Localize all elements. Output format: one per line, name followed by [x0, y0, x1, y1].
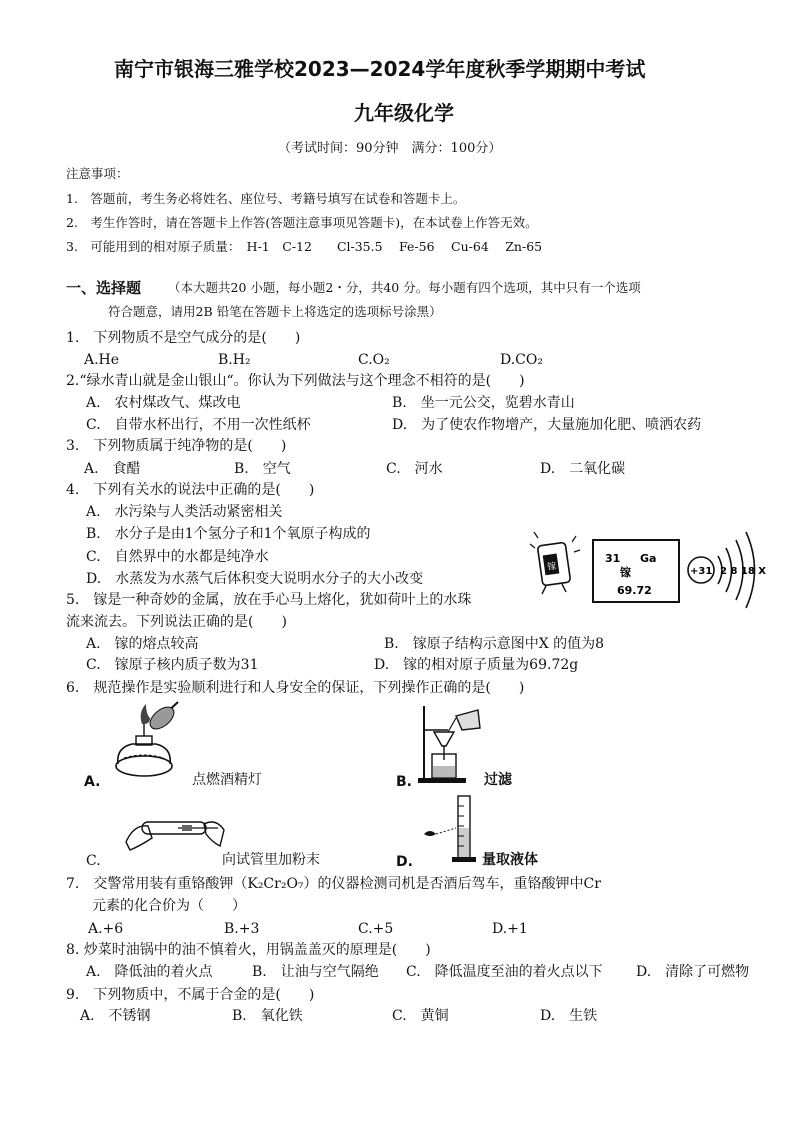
- q1-option-b: B.H₂: [218, 352, 251, 368]
- q1-option-a: A.He: [84, 352, 120, 368]
- q8-option-d: D. 清除了可燃物: [636, 964, 750, 980]
- q9-option-a: A. 不锈钢: [80, 1008, 151, 1024]
- q2-option-a: A. 农村煤改气、煤改电: [86, 395, 241, 411]
- q4-option-d: D. 水蒸发为水蒸气后体积变大说明水分子的大小改变: [86, 571, 424, 587]
- q6-option-c-caption: 向试管里加粉末: [222, 852, 320, 868]
- section-label: 一、选择题: [66, 279, 142, 297]
- q6-option-b-caption: 过滤: [484, 772, 512, 788]
- exam-info: （考试时间：90分钟 满分：100分）: [278, 141, 502, 156]
- note-item-2: 2. 考生作答时，请在答题卡上作答(答题注意事项见答题卡)，在本试卷上作答无效。: [66, 215, 538, 230]
- q8-option-a: A. 降低油的着火点: [86, 964, 213, 980]
- q4-option-c: C. 自然界中的水都是纯净水: [86, 549, 269, 565]
- gallium-nucleus: +31: [690, 566, 713, 577]
- q8-stem: 8. 炒菜时油锅中的油不慎着火，用锅盖盖灭的原理是( ): [66, 942, 431, 958]
- q1-option-c: C.O₂: [358, 352, 390, 368]
- q6-option-d-caption: 量取液体: [482, 852, 538, 868]
- q7-stem-1: 7. 交警常用装有重铬酸钾（K₂Cr₂O₇）的仪器检测司机是否酒后驾车，重铬酸钾中Cr: [66, 876, 601, 892]
- q1-option-d: D.CO₂: [500, 352, 543, 368]
- section-desc-1: （本大题共20 小题，每小题2・分，共40 分。每小题有四个选项，其中只有一个选项: [168, 280, 641, 295]
- q7-option-b: B.+3: [224, 921, 260, 937]
- q5-option-c: C. 镓原子核内质子数为31: [86, 657, 259, 673]
- q3-option-d: D. 二氧化碳: [540, 461, 626, 477]
- subject-title: 九年级化学: [354, 101, 454, 125]
- measuring-cylinder-figure: [420, 794, 480, 866]
- q5-stem-1: 5. 镓是一种奇妙的金属，放在手心马上熔化，犹如荷叶上的水珠: [66, 592, 472, 608]
- gallium-atomic-number: 31: [605, 552, 621, 565]
- q6-option-b-label: B.: [396, 774, 412, 790]
- q9-stem: 9. 下列物质中，不属于合金的是( ): [66, 987, 315, 1003]
- q9-option-c: C. 黄铜: [392, 1008, 449, 1024]
- q9-option-d: D. 生铁: [540, 1008, 598, 1024]
- note-item-3: 3. 可能用到的相对原子质量： H-1 C-12 Cl-35.5 Fe-56 Cu-64 Zn-65: [66, 239, 543, 254]
- gallium-symbol: Ga: [640, 552, 657, 565]
- q1-stem: 1. 下列物质不是空气成分的是( ): [66, 330, 301, 346]
- q5-option-a: A. 镓的熔点较高: [86, 636, 199, 652]
- q4-option-a: A. 水污染与人类活动紧密相关: [86, 504, 283, 520]
- q6-option-a-label: A.: [84, 774, 101, 790]
- q4-option-b: B. 水分子是由1个氢分子和1个氧原子构成的: [86, 526, 371, 542]
- q5-stem-2: 流来流去。下列说法正确的是( ): [66, 614, 287, 630]
- q2-option-c: C. 自带水杯出行，不用一次性纸杯: [86, 417, 311, 433]
- powder-test-tube-figure: [118, 812, 230, 858]
- q6-option-a-caption: 点燃酒精灯: [192, 772, 262, 788]
- gallium-cartoon-icon: [530, 532, 580, 594]
- gallium-name: 镓: [620, 566, 631, 579]
- alcohol-lamp-figure: [112, 700, 182, 784]
- q7-option-c: C.+5: [358, 921, 394, 937]
- gallium-mass: 69.72: [617, 584, 652, 597]
- q6-option-c-label: C.: [86, 853, 101, 869]
- q5-option-b: B. 镓原子结构示意图中X 的值为8: [384, 636, 605, 652]
- q3-option-a: A. 食醋: [84, 461, 141, 477]
- q7-option-d: D.+1: [492, 921, 528, 937]
- q6-stem: 6. 规范操作是实验顺利进行和人身安全的保证，下列操作正确的是( ): [66, 680, 525, 696]
- q2-option-b: B. 坐一元公交，览碧水青山: [392, 395, 575, 411]
- q2-option-d: D. 为了使农作物增产，大量施加化肥、喷洒农药: [392, 417, 702, 433]
- q7-option-a: A.+6: [88, 921, 124, 937]
- gallium-badge-text: 镓: [546, 561, 558, 573]
- q6-option-d-label: D.: [396, 854, 413, 870]
- q4-stem: 4. 下列有关水的说法中正确的是( ): [66, 482, 315, 498]
- note-item-1: 1. 答题前，考生务必将姓名、座位号、考籍号填写在试卷和答题卡上。: [66, 191, 466, 206]
- q3-stem: 3. 下列物质属于纯净物的是( ): [66, 438, 287, 454]
- q8-option-c: C. 降低温度至油的着火点以下: [406, 964, 603, 980]
- filtration-figure: [418, 702, 488, 784]
- q3-option-b: B. 空气: [234, 461, 291, 477]
- exam-title: 南宁市银海三雅学校2023—2024学年度秋季学期期中考试: [114, 57, 646, 81]
- section-desc-2: 符合题意，请用2B 铅笔在答题卡上将选定的选项标号涂黑）: [108, 304, 442, 319]
- gallium-shells: 2 8 18 X: [720, 566, 766, 577]
- gallium-figure: [530, 518, 770, 608]
- q2-stem: 2.“绿水青山就是金山银山“。你认为下列做法与这个理念不相符的是( ): [66, 373, 525, 389]
- q8-option-b: B. 让油与空气隔绝: [252, 964, 379, 980]
- q3-option-c: C. 河水: [386, 461, 443, 477]
- q7-stem-2: 元素的化合价为（ ）: [92, 898, 246, 914]
- q9-option-b: B. 氧化铁: [232, 1008, 303, 1024]
- notes-heading: 注意事项：: [66, 166, 129, 181]
- q5-option-d: D. 镓的相对原子质量为69.72g: [374, 657, 579, 673]
